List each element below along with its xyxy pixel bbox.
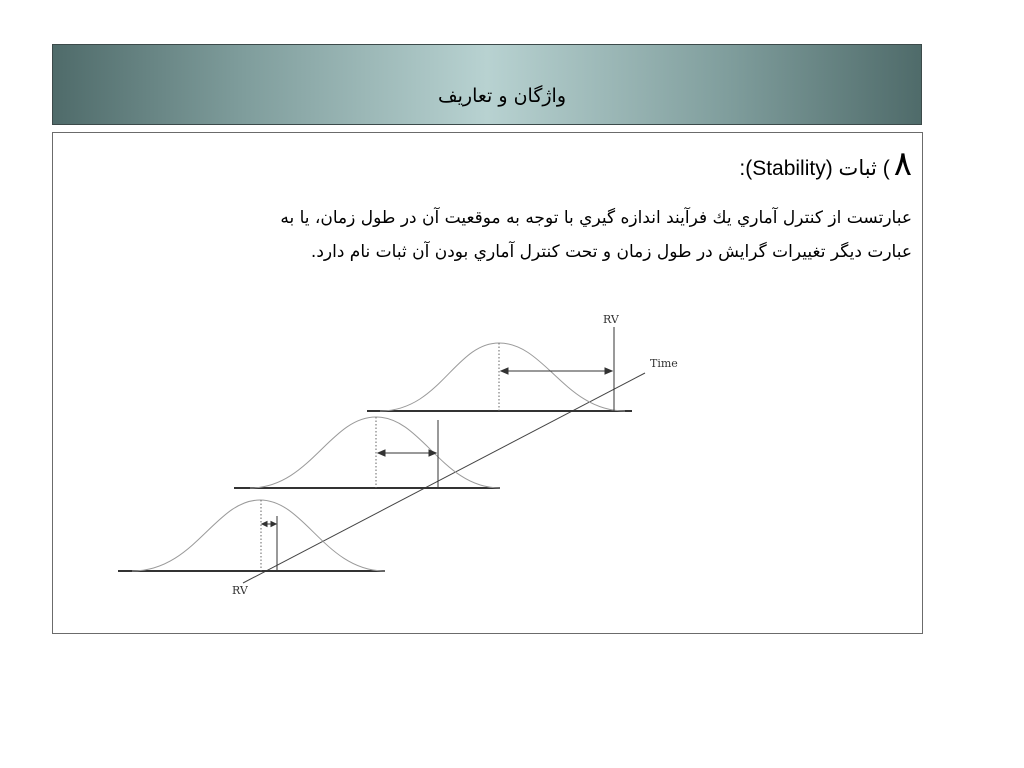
section-heading-text: ) ثبات (Stability):: [739, 157, 890, 180]
bias-arrow-3: [501, 368, 612, 374]
slide-title: واژگان و تعاريف: [437, 85, 567, 107]
bias-arrow-1: [262, 522, 276, 527]
definition-line-1: عبارتست از كنترل آماري يك فرآيند اندازه گيري با توجه به موقعيت آن در طول زمان، يا به: [280, 208, 912, 228]
rv-label-bottom: RV: [232, 584, 248, 597]
time-axis-line: [243, 373, 645, 583]
definition-line-2: عبارت ديگر تغييرات گرايش در طول زمان و تحت كنترل آماري بودن آن ثبات نام دارد.: [310, 242, 912, 262]
rv-label-top: RV: [603, 313, 619, 326]
distribution-curve-2: [250, 417, 500, 488]
section-number: ۸: [893, 144, 912, 184]
time-label: Time: [650, 357, 678, 370]
bias-arrow-2: [378, 450, 436, 456]
distribution-curve-1: [132, 500, 385, 571]
distribution-curve-3: [380, 343, 625, 411]
